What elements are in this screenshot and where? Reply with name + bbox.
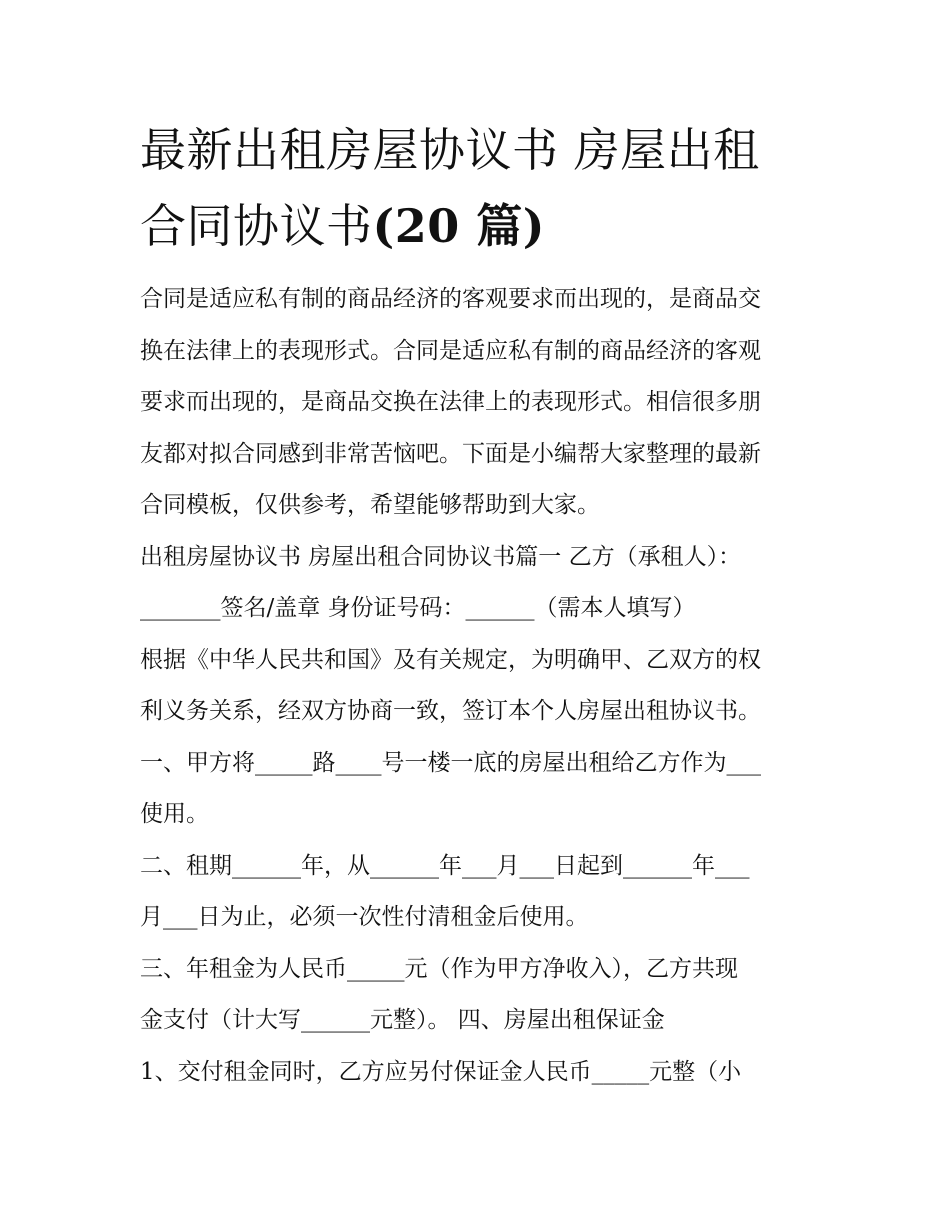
body-line-9: 利义务关系，经双方协商一致，签订本个人房屋出租协议书。	[140, 698, 761, 724]
body-line-15: 金支付（计大写______元整）。 四、房屋出租保证金	[140, 1007, 665, 1033]
body-line-1: 合同是适应私有制的商品经济的客观要求而出现的，是商品交	[140, 286, 761, 312]
document-title	[140, 112, 820, 264]
title-count: (20 篇)	[372, 199, 546, 253]
body-line-2: 换在法律上的表现形式。合同是适应私有制的商品经济的客观	[140, 337, 761, 364]
body-line-11: 使用。	[140, 801, 209, 827]
body-line-10: 一、甲方将_____路____号一楼一底的房屋出租给乙方作为___	[140, 749, 761, 776]
title-line-2	[140, 188, 820, 264]
body-line-6: 出租房屋协议书 房屋出租合同协议书篇一 乙方（承租人）：	[140, 543, 742, 570]
title-line-2-text: 合同协议书	[140, 199, 373, 253]
body-line-16: 1、交付租金同时，乙方应另付保证金人民币_____元整（小	[140, 1058, 742, 1085]
body-line-3: 要求而出现的，是商品交换在法律上的表现形式。相信很多朋	[140, 389, 761, 415]
document-body	[140, 274, 830, 1098]
body-line-8: 根据《中华人民共和国》及有关规定，为明确甲、乙双方的权	[140, 646, 761, 673]
body-line-4: 友都对拟合同感到非常苦恼吧。下面是小编帮大家整理的最新	[140, 440, 761, 467]
body-line-14: 三、年租金为人民币_____元（作为甲方净收入），乙方共现	[140, 955, 738, 982]
body-line-13: 月___日为止，必须一次性付清租金后使用。	[140, 904, 589, 930]
body-line-12: 二、租期______年，从______年___月___日起到______年___	[140, 852, 750, 879]
body-line-7: _______签名/盖章 身份证号码：______（需本人填写）	[140, 595, 696, 621]
body-line-5: 合同模板，仅供参考，希望能够帮助到大家。	[140, 492, 600, 518]
title-line-1: 最新出租房屋协议书 房屋出租	[140, 123, 760, 177]
